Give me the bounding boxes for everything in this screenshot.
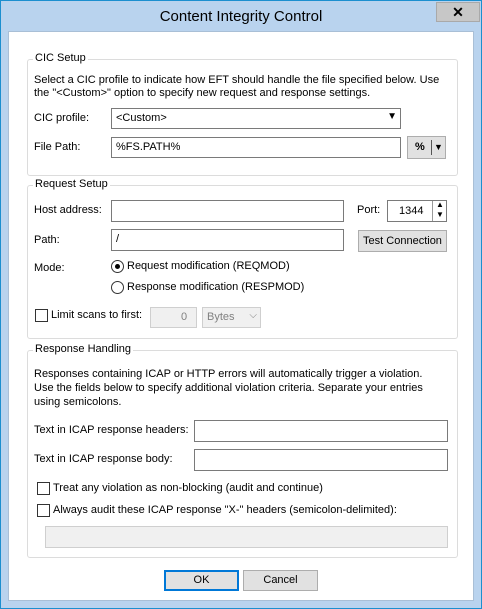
ok-button[interactable] — [164, 570, 239, 591]
limit-unit-value: Bytes — [207, 311, 235, 323]
audit-headers-label[interactable]: Always audit these ICAP response "X-" headers (semicolon-delimited): — [53, 504, 397, 516]
test-connection-button[interactable] — [358, 230, 447, 252]
file-path-input[interactable]: %FS.PATH% — [111, 137, 401, 158]
port-stepper[interactable] — [432, 201, 447, 221]
cic-description-line2: the "<Custom>" option to specify new request and response settings. — [34, 87, 371, 99]
mode-option-reqmod[interactable]: Request modification (REQMOD) — [127, 260, 290, 272]
cancel-button[interactable] — [243, 570, 318, 591]
cic-setup-group-label: CIC Setup — [35, 52, 86, 64]
response-body-input[interactable] — [194, 449, 448, 471]
close-button[interactable] — [436, 2, 480, 22]
variable-button-label: % — [415, 141, 425, 153]
non-blocking-checkbox[interactable] — [37, 482, 50, 495]
mode-option-respmod[interactable]: Response modification (RESPMOD) — [127, 281, 305, 293]
mode-label: Mode: — [34, 262, 65, 274]
title-bar[interactable] — [1, 1, 481, 31]
test-connection-label: Test Connection — [363, 235, 442, 247]
chevron-down-icon: ⌵ — [249, 310, 257, 321]
response-headers-label: Text in ICAP response headers: — [34, 424, 189, 436]
response-description-line2: Use the fields below to specify additional violation criteria. Separate your entries — [34, 382, 423, 394]
mode-radio-reqmod[interactable] — [111, 260, 124, 273]
chevron-up-icon[interactable]: ▲ — [436, 200, 444, 209]
port-input[interactable] — [387, 200, 447, 222]
window-title: Content Integrity Control — [159, 8, 323, 25]
chevron-down-icon: ▼ — [387, 111, 397, 122]
port-label: Port: — [357, 204, 381, 216]
cic-profile-label: CIC profile: — [34, 112, 90, 124]
close-icon: ✕ — [452, 4, 464, 20]
variable-menu-button[interactable] — [407, 136, 446, 159]
cic-profile-value: <Custom> — [116, 112, 167, 124]
response-handling-group-label: Response Handling — [35, 343, 132, 355]
port-value: 1344 — [399, 205, 424, 217]
mode-radio-respmod[interactable] — [111, 281, 124, 294]
path-input[interactable]: / — [111, 229, 344, 251]
path-label: Path: — [34, 234, 60, 246]
request-setup-group-label: Request Setup — [35, 178, 108, 190]
cic-profile-select[interactable] — [111, 108, 401, 129]
audit-headers-checkbox[interactable] — [37, 504, 50, 517]
cancel-button-label: Cancel — [263, 574, 298, 586]
host-address-input[interactable] — [111, 200, 344, 222]
limit-unit-select — [202, 307, 261, 328]
split-divider — [431, 140, 432, 155]
response-description-line3: using semicolons. — [34, 396, 122, 408]
chevron-down-icon: ▼ — [434, 142, 443, 152]
cic-description-line1: Select a CIC profile to indicate how EFT should handle the file specified below. Use — [34, 74, 440, 86]
dialog-client-area — [8, 31, 474, 601]
audit-headers-input — [45, 526, 448, 548]
response-description-line1: Responses containing ICAP or HTTP errors will automatically trigger a violation. — [34, 368, 423, 380]
limit-scans-input — [150, 307, 197, 328]
non-blocking-label[interactable]: Treat any violation as non-blocking (audit and continue) — [53, 482, 323, 494]
response-body-label: Text in ICAP response body: — [34, 453, 173, 465]
limit-scans-value: 0 — [181, 311, 188, 323]
host-address-label: Host address: — [34, 204, 102, 216]
file-path-label: File Path: — [34, 141, 81, 153]
chevron-down-icon[interactable]: ▼ — [436, 210, 444, 219]
limit-scans-checkbox[interactable] — [35, 309, 48, 322]
ok-button-label: OK — [193, 574, 210, 586]
limit-scans-label[interactable]: Limit scans to first: — [51, 309, 143, 321]
response-headers-input[interactable] — [194, 420, 448, 442]
